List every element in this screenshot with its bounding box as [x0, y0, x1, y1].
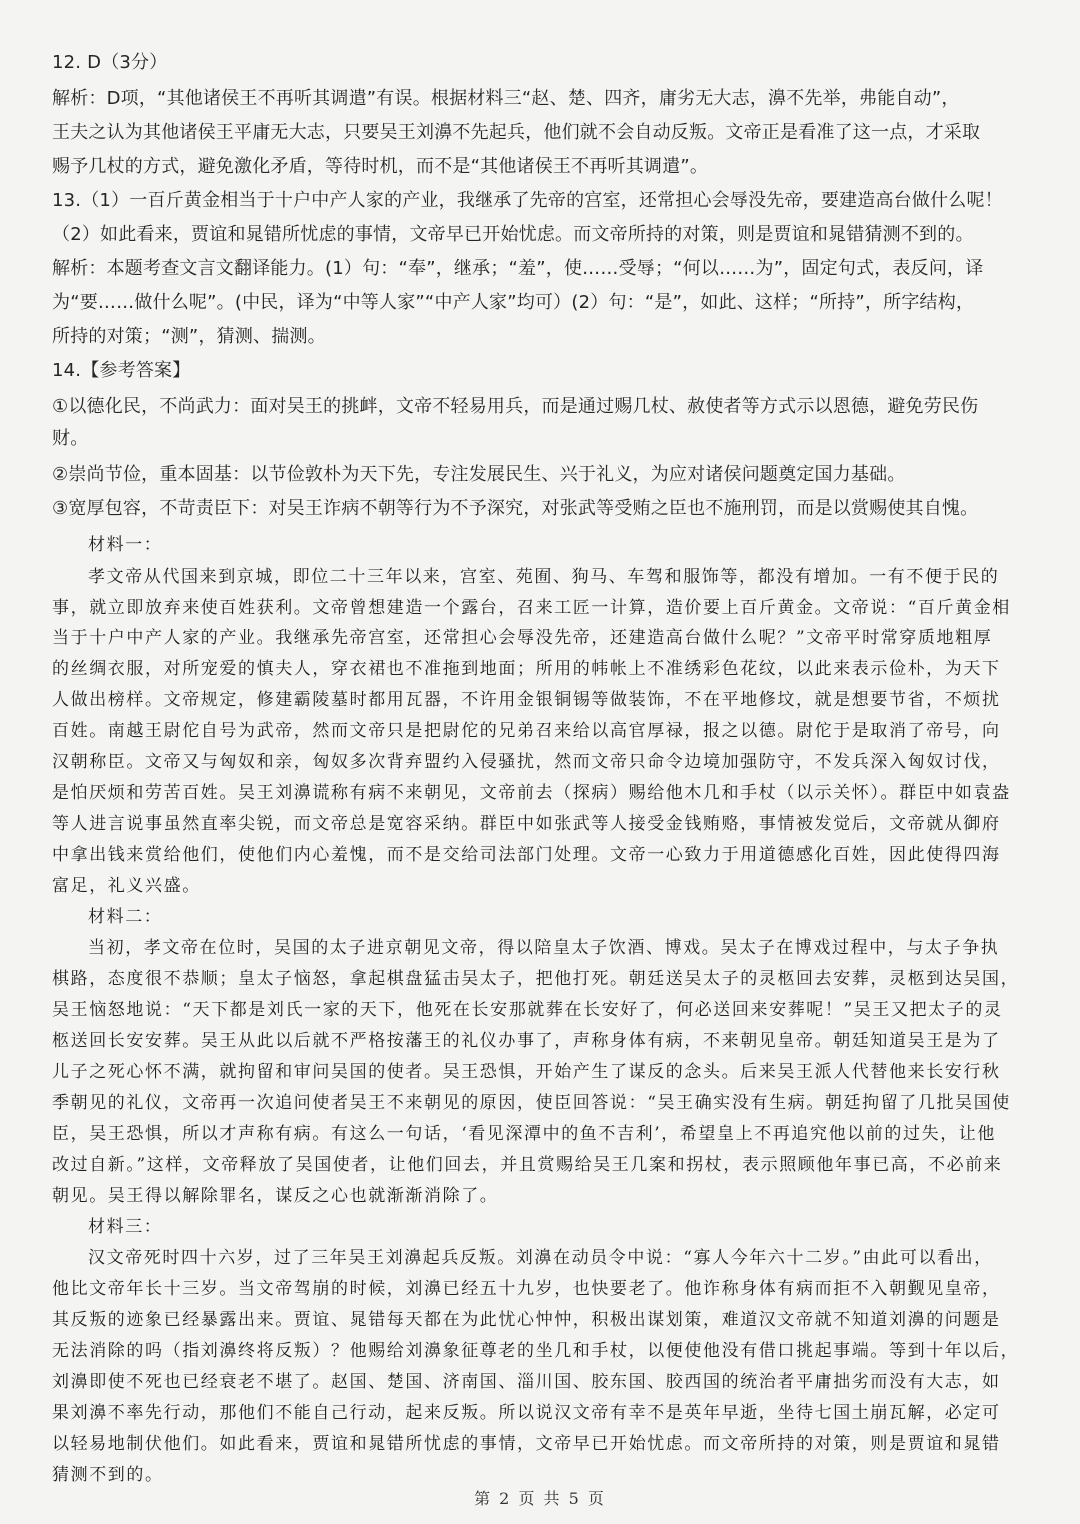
- material-1-line: 孝文帝从代国来到京城，即位二十三年以来，宫室、苑囿、狗马、车驾和服饰等，都没有增加。一有不便于民的: [88, 567, 1000, 587]
- material-3-line: 刘濞即使不死也已经衰老不堪了。赵国、楚国、济南国、淄川国、胶东国、胶西国的统治者平庸拙劣而没有大志，如: [52, 1372, 1001, 1392]
- material-2-line: 季朝见的礼仪，文帝再一次追问使者吴王不来朝见的原因，使臣回答说：“吴王确实没有生病。朝廷拘留了几批吴国使: [52, 1093, 1011, 1113]
- material-3-line: 无法消除的吗（指刘濞终将反叛）？他赐给刘濞象征尊老的坐几和手杖，以便使他没有借口挑起事端。等到十年以后，: [52, 1341, 1020, 1361]
- answer-13-analysis-line-3: 所持的对策；“测”，猜测、揣测。: [52, 326, 326, 347]
- material-3-line: 其反叛的迹象已经暴露出来。贾谊、晁错每天都在为此忧心忡忡，积极出谋划策，难道汉文帝就不知道刘濞的问题是: [52, 1310, 1001, 1330]
- answer-12-analysis-line-2: 王夫之认为其他诸侯王平庸无大志，只要吴王刘濞不先起兵，他们就不会自动反叛。文帝正是看准了这一点，才采取: [52, 122, 981, 143]
- material-1-line: 当于十户中产人家的产业。我继承先帝宫室，还常担心会辱没先帝，还建造高台做什么呢？”文帝平时常穿质地粗厚: [52, 628, 993, 648]
- answer-14-point-1-line-2: 财。: [52, 428, 89, 449]
- material-2-line: 朝见。吴王得以解除罪名，谋反之心也就渐渐消除了。: [52, 1186, 499, 1206]
- material-1-line: 是怕厌烦和劳苦百姓。吴王刘濞谎称有病不来朝见，文帝前去（探病）赐给他木几和手杖（以示关怀）。群臣中如袁盎: [52, 783, 1011, 803]
- answer-13-analysis-line-2: 为“要……做什么呢”。(中民，译为“中等人家”“中产人家”均可）(2）句：“是”，如此、这样；“所持”，所字结构，: [52, 292, 975, 313]
- material-3-line: 猜测不到的。: [52, 1465, 164, 1485]
- material-1-line: 汉朝称臣。文帝又与匈奴和亲，匈奴多次背弃盟约入侵骚扰，然而文帝只命令边境加强防守，不发兵深入匈奴讨伐，: [52, 752, 1001, 772]
- material-3-line: 他比文帝年长十三岁。当文帝驾崩的时候，刘濞已经五十九岁，也快要老了。他诈称身体有病而拒不入朝觐见皇帝，: [52, 1279, 1001, 1299]
- material-2-line: 儿子之死心怀不满，就拘留和审问吴国的使者。吴王恐惧，开始产生了谋反的念头。后来吴王派人代替他来长安行秋: [52, 1062, 1001, 1082]
- material-1-line: 人做出榜样。文帝规定，修建霸陵墓时都用瓦器，不许用金银铜锡等做装饰，不在平地修坟，就是想要节省，不烦扰: [52, 690, 1001, 710]
- answer-13-line-1: 13.（1）一百斤黄金相当于十户中产人家的产业，我继承了先帝的宫室，还常担心会辱没先帝，要建造高台做什么呢！: [52, 190, 1003, 211]
- material-2-title: 材料二：: [88, 907, 163, 927]
- material-1-title: 材料一：: [88, 535, 163, 555]
- answer-12-analysis-line-1: 解析：D项，“其他诸侯王不再听其调遣”有误。根据材料三“赵、楚、四齐，庸劣无大志，濞不先举，弗能自动”，: [52, 88, 960, 109]
- material-1-line: 等人进言说事虽然直率尖锐，而文帝总是宽容采纳。群臣中如张武等人接受金钱贿赂，事情被发觉后，文帝就从御府: [52, 814, 1001, 834]
- material-2-line: 臣，吴王恐惧，所以才声称有病。有这么一句话，‘看见深潭中的鱼不吉利’，希望皇上不再追究他以前的过失，让他: [52, 1124, 997, 1144]
- material-3-line: 果刘濞不率先行动，那他们不能自己行动，起来反叛。所以说汉文帝有幸不是英年早逝，坐待七国土崩瓦解，必定可: [52, 1403, 1001, 1423]
- answer-14-point-3: ③宽厚包容，不苛责臣下：对吴王诈病不朝等行为不予深究，对张武等受贿之臣也不施刑罚，而是以赏赐使其自愧。: [52, 498, 979, 519]
- material-2-line: 当初，孝文帝在位时，吴国的太子进京朝见文帝，得以陪皇太子饮酒、博戏。吴太子在博戏过程中，与太子争执: [88, 938, 1000, 958]
- material-3-title: 材料三：: [88, 1217, 163, 1237]
- material-1-line: 的丝绸衣服，对所宠爱的慎夫人，穿衣裙也不准拖到地面；所用的帏帐上不准绣彩色花纹，以此来表示俭朴，为天下: [52, 659, 1001, 679]
- page-footer: 第 2 页 共 5 页: [474, 1489, 606, 1508]
- material-2-line: 棋路，态度很不恭顺；皇太子恼怒，拿起棋盘猛击吴太子，把他打死。朝廷送吴太子的灵柩回去安葬，灵柩到达吴国，: [52, 969, 1020, 989]
- answer-14-point-2: ②崇尚节俭，重本固基：以节俭敦朴为天下先，专注发展民生、兴于礼义，为应对诸侯问题奠定国力基础。: [52, 464, 906, 485]
- material-3-line: 汉文帝死时四十六岁，过了三年吴王刘濞起兵反叛。刘濞在动员令中说：“寡人今年六十二岁。”由此可以看出，: [88, 1248, 993, 1268]
- material-2-line: 吴王恼怒地说：“天下都是刘氏一家的天下，他死在长安那就葬在长安好了，何必送回来安葬呢！”吴王又把太子的灵: [52, 1000, 1003, 1020]
- material-1-line: 事，就立即放弃来使百姓获利。文帝曾想建造一个露台，召来工匠一计算，造价要上百斤黄金。文帝说：“百斤黄金相: [52, 598, 1011, 618]
- answer-13-line-2: （2）如此看来，贾谊和晁错所忧虑的事情，文帝早已开始忧虑。而文帝所持的对策，则是贾谊和晁错猜测不到的。: [52, 224, 974, 245]
- material-1-line: 中拿出钱来赏给他们，使他们内心羞愧，而不是交给司法部门处理。文帝一心致力于用道德感化百姓，因此使得四海: [52, 845, 1001, 865]
- answer-12-heading: 12. D（3分）: [52, 52, 168, 73]
- answer-13-analysis-line-1: 解析：本题考查文言文翻译能力。(1）句：“奉”，继承；“羞”，使……受辱；“何以……为”，固定句式，表反问，译: [52, 258, 984, 279]
- material-1-line: 富足，礼义兴盛。: [52, 876, 201, 896]
- answer-14-heading: 14.【参考答案】: [52, 360, 191, 381]
- material-2-line: 改过自新。”这样，文帝释放了吴国使者，让他们回去，并且赏赐给吴王几案和拐杖，表示照顾他年事已高，不必前来: [52, 1155, 1003, 1175]
- material-2-line: 柩送回长安安葬。吴王从此以后就不严格按藩王的礼仪办事了，声称身体有病，不来朝见皇帝。朝廷知道吴王是为了: [52, 1031, 1001, 1051]
- answer-14-point-1-line-1: ①以德化民，不尚武力：面对吴王的挑衅，文帝不轻易用兵，而是通过赐几杖、赦使者等方式示以恩德，避免劳民伤: [52, 396, 979, 417]
- material-3-line: 以轻易地制伏他们。如此看来，贾谊和晁错所忧虑的事情，文帝早已开始忧虑。而文帝所持的对策，则是贾谊和晁错: [52, 1434, 1001, 1454]
- material-1-line: 百姓。南越王尉佗自号为武帝，然而文帝只是把尉佗的兄弟召来给以高官厚禄，报之以德。尉佗于是取消了帝号，向: [52, 721, 1001, 741]
- answer-12-analysis-line-3: 赐予几杖的方式，避免激化矛盾，等待时机，而不是“其他诸侯王不再听其调遣”。: [52, 156, 709, 177]
